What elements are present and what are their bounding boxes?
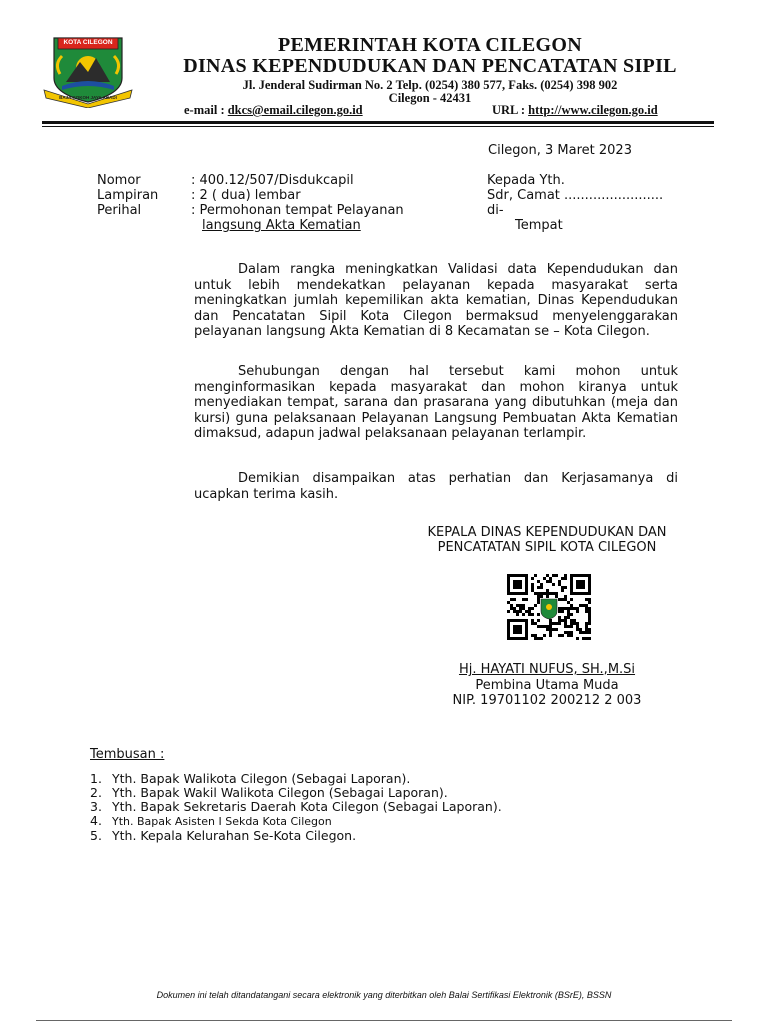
list-item: 4. Yth. Bapak Asisten I Sekda Kota Cilegon xyxy=(90,813,332,828)
list-item: 1. Yth. Bapak Walikota Cilegon (Sebagai Laporan). xyxy=(90,771,411,786)
body-paragraph-3 xyxy=(194,471,678,502)
lampiran-value: : 2 ( dua) lembar xyxy=(191,188,301,203)
recipient-place: Tempat xyxy=(515,218,563,233)
url-label: URL : xyxy=(492,103,529,117)
paragraph-2-text: Sehubungan dengan hal tersebut kami mohon untuk menginformasikan kepada masyarakat dan mohon kiranya untuk menyediakan tempat, sarana dan prasarana yang dibutuhkan (meja dan kursi) guna pelaksanaan Pelayanan Langsung Pembuatan Akta Kematian dimaksud, adapun jadwal pelaksanaan pelayanan terlampir. xyxy=(194,364,678,441)
agency-title-department: DINAS KEPENDUDUKAN DAN PENCATATAN SIPIL xyxy=(183,55,677,77)
list-item: 2. Yth. Bapak Wakil Walikota Cilegon (Sebagai Laporan). xyxy=(90,785,448,800)
email-line xyxy=(184,103,363,118)
lampiran-label: Lampiran xyxy=(97,188,159,203)
signatory-nip: NIP. 19701102 200212 2 003 xyxy=(452,693,642,708)
postal-line: Cilegon - 42431 xyxy=(388,91,472,105)
header-rule-thick xyxy=(42,121,714,124)
url-line xyxy=(492,103,658,118)
header-rule-thin xyxy=(42,126,714,127)
body-paragraph-2 xyxy=(194,364,678,442)
paragraph-3-text: Demikian disampaikan atas perhatian dan Kerjasamanya di ucapkan terima kasih. xyxy=(194,471,678,502)
signatory-rank: Pembina Utama Muda xyxy=(475,678,619,693)
agency-title-government: PEMERINTAH KOTA CILEGON xyxy=(278,34,582,56)
signature-title-2: PENCATATAN SIPIL KOTA CILEGON xyxy=(437,540,657,555)
logo-motto: BAJA KOKOH JAYA ABADI xyxy=(59,95,117,100)
nomor-value: : 400.12/507/Disdukcapil xyxy=(191,173,354,188)
signature-title-1: KEPALA DINAS KEPENDUDUKAN DAN xyxy=(427,525,667,540)
email-label: e-mail : xyxy=(184,103,228,117)
website-link[interactable]: http://www.cilegon.go.id xyxy=(528,103,658,117)
recipient-greeting: Kepada Yth. xyxy=(487,173,565,188)
footer-rule xyxy=(36,1020,732,1021)
city-emblem-icon xyxy=(40,34,136,108)
body-paragraph-1 xyxy=(194,262,678,340)
list-item: 5. Yth. Kepala Kelurahan Se-Kota Cilegon. xyxy=(90,828,357,843)
tembusan-heading: Tembusan : xyxy=(90,747,165,762)
perihal-value: : Permohonan tempat Pelayanan xyxy=(191,203,404,218)
paragraph-1-text: Dalam rangka meningkatkan Validasi data Kependudukan dan untuk lebih mendekatkan pelayanan kepada masyarakat serta meningkatkan jumlah kepemilikan akta kematian, Dinas Kependudukan dan Pencatatan Sipil Kota Cilegon bermaksud menyelenggarakan pelayanan langsung Akta Kematian di 8 Kecamatan se – Kota Cilegon. xyxy=(194,262,678,339)
perihal-value-continued: langsung Akta Kematian xyxy=(202,218,361,233)
signatory-name: Hj. HAYATI NUFUS, SH.,M.Si xyxy=(458,662,636,677)
footer-note: Dokumen ini telah ditandatangani secara elektronik yang diterbitkan oleh Balai Sertifikasi Elektronik (BSrE), BSSN xyxy=(156,990,612,1000)
recipient-at: di- xyxy=(487,203,504,218)
address-line: Jl. Jenderal Sudirman No. 2 Telp. (0254) 380 577, Faks. (0254) 398 902 xyxy=(242,78,618,92)
letter-date: Cilegon, 3 Maret 2023 xyxy=(488,143,632,158)
recipient-name: Sdr, Camat ........................ xyxy=(487,188,664,203)
logo-text: KOTA CILEGON xyxy=(63,39,113,46)
nomor-label: Nomor xyxy=(97,173,141,188)
tembusan-list xyxy=(90,772,502,843)
qr-code-icon xyxy=(507,574,591,642)
perihal-label: Perihal xyxy=(97,203,142,218)
list-item: 3. Yth. Bapak Sekretaris Daerah Kota Cilegon (Sebagai Laporan). xyxy=(90,799,502,814)
email-link[interactable]: dkcs@email.cilegon.go.id xyxy=(227,103,363,117)
